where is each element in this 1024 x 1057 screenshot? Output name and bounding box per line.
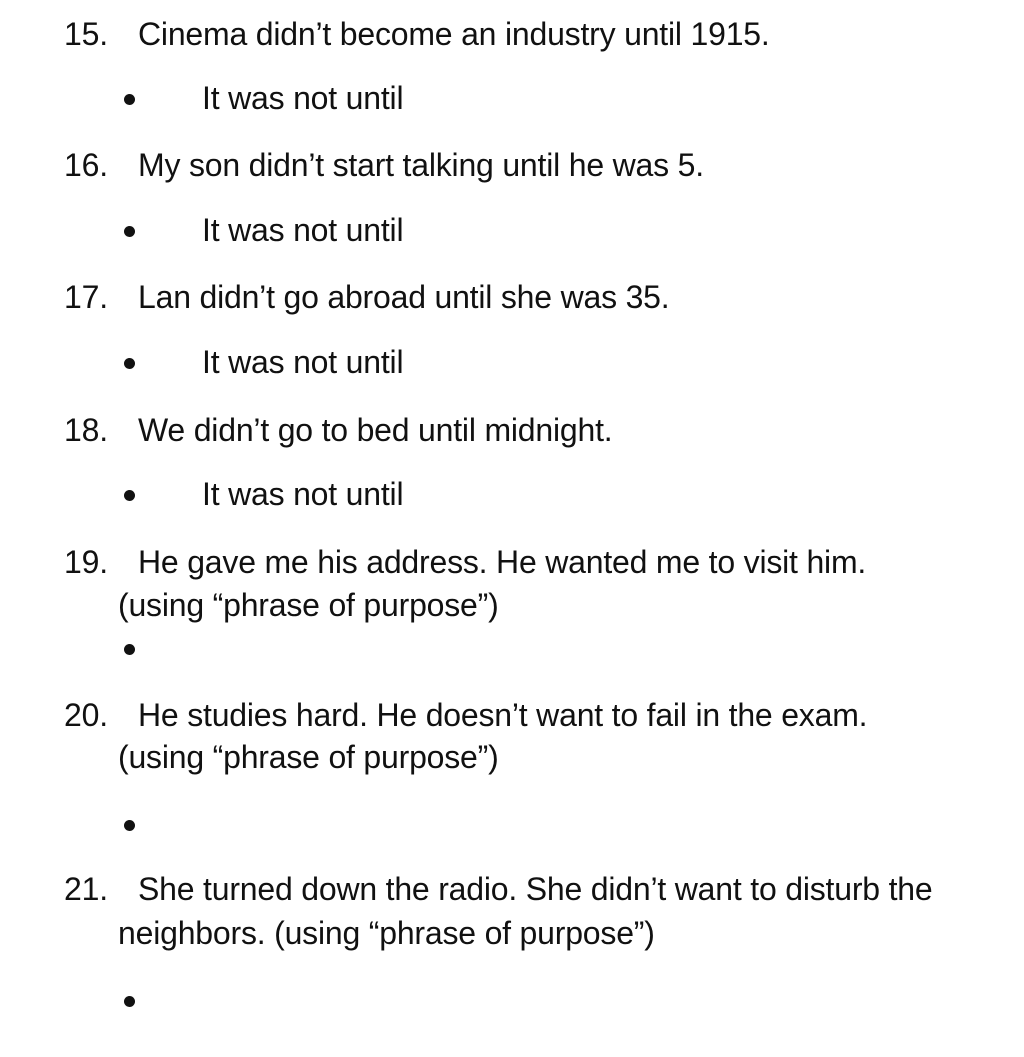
question-text: We didn’t go to bed until midnight. bbox=[138, 412, 613, 448]
question-instruction: neighbors. (using “phrase of purpose”) bbox=[118, 915, 655, 951]
bullet-icon bbox=[124, 644, 135, 655]
question-21 bbox=[64, 869, 932, 909]
question-19 bbox=[64, 542, 866, 582]
question-20 bbox=[64, 695, 867, 735]
question-text: My son didn’t start talking until he was 5. bbox=[138, 147, 704, 183]
answer-prompt: It was not until bbox=[202, 212, 404, 248]
bullet-icon bbox=[124, 94, 135, 105]
question-16 bbox=[64, 145, 704, 185]
question-number: 17. bbox=[64, 279, 108, 315]
bullet-icon bbox=[124, 490, 135, 501]
question-instruction: (using “phrase of purpose”) bbox=[118, 739, 499, 775]
question-18 bbox=[64, 410, 613, 450]
question-number: 15. bbox=[64, 16, 108, 52]
question-instruction: (using “phrase of purpose”) bbox=[118, 587, 499, 623]
question-text: He gave me his address. He wanted me to visit him. bbox=[138, 544, 867, 580]
bullet-icon bbox=[124, 358, 135, 369]
question-text: He studies hard. He doesn’t want to fail in the exam. bbox=[138, 697, 868, 733]
question-15 bbox=[64, 14, 770, 54]
question-text: She turned down the radio. She didn’t want to disturb the bbox=[138, 871, 933, 907]
question-text: Lan didn’t go abroad until she was 35. bbox=[138, 279, 670, 315]
bullet-icon bbox=[124, 226, 135, 237]
question-number: 20. bbox=[64, 697, 108, 733]
question-17 bbox=[64, 277, 669, 317]
question-number: 19. bbox=[64, 544, 108, 580]
answer-prompt: It was not until bbox=[202, 80, 404, 116]
answer-prompt: It was not until bbox=[202, 344, 404, 380]
question-text: Cinema didn’t become an industry until 1915. bbox=[138, 16, 770, 52]
bullet-icon bbox=[124, 820, 135, 831]
bullet-icon bbox=[124, 996, 135, 1007]
question-number: 16. bbox=[64, 147, 108, 183]
answer-prompt: It was not until bbox=[202, 476, 404, 512]
question-number: 21. bbox=[64, 871, 108, 907]
question-number: 18. bbox=[64, 412, 108, 448]
